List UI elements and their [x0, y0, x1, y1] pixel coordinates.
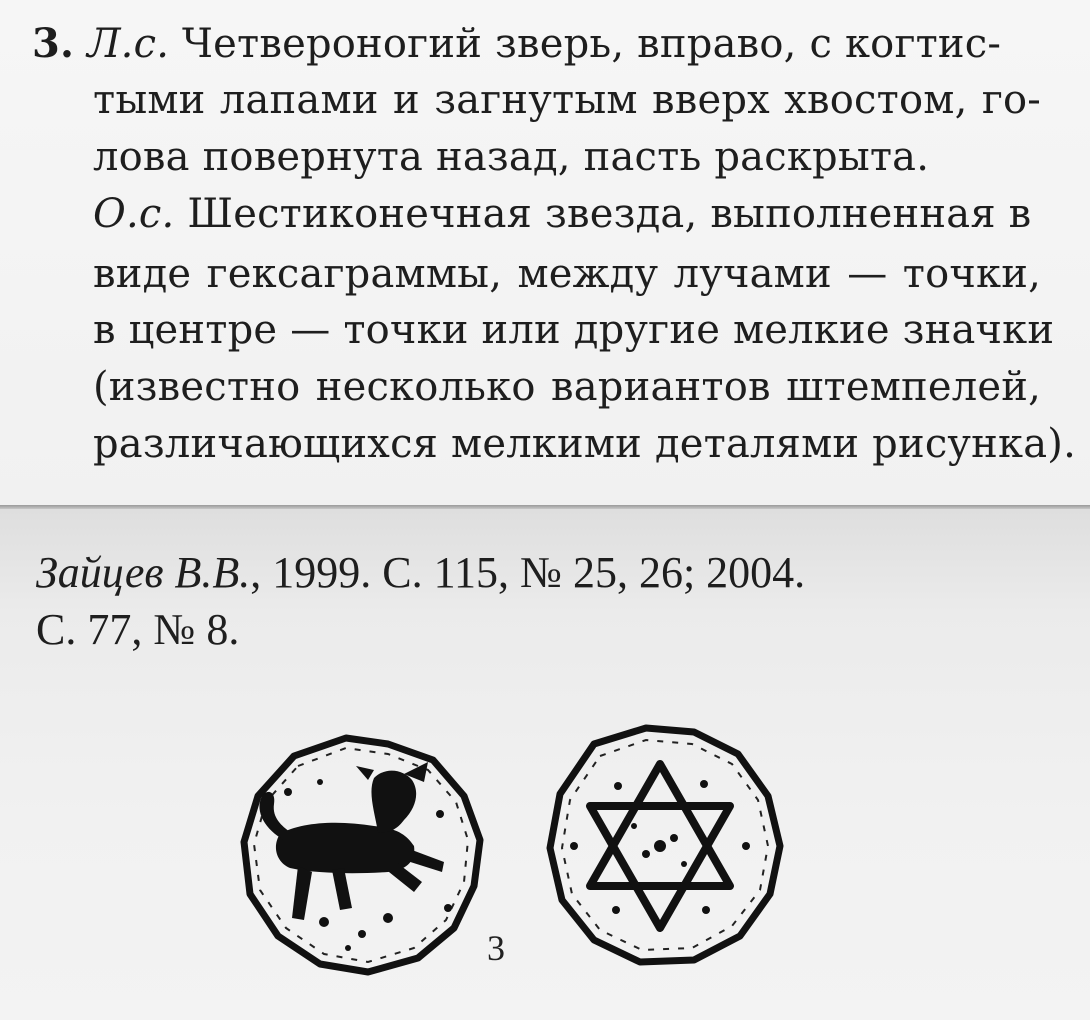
reverse-label: О.с.	[93, 191, 175, 237]
reverse-text-line: виде гексаграммы, между лучами — точки,	[93, 251, 1041, 297]
reverse-text-line: (известно несколько вариантов штемпелей,	[93, 364, 1041, 410]
entry-line-4	[93, 190, 1031, 238]
obverse-text-line: тыми лапами и загнутым вверх хвостом, го-	[93, 77, 1041, 123]
obverse-label: Л.с.	[87, 21, 170, 67]
obverse-text-line: Четвероногий зверь, вправо, с когтис-	[182, 21, 1002, 67]
entry-number: 3.	[32, 20, 75, 67]
entry-line-1	[32, 20, 1001, 68]
coin-reverse-drawing	[534, 714, 786, 976]
figure-number: 3	[487, 928, 505, 968]
reverse-text-line: различающихся мелкими деталями рисунка).	[93, 421, 1076, 467]
obverse-text-line: лова повернута назад, пасть раскрыта.	[93, 134, 930, 180]
coin-obverse-drawing	[228, 722, 490, 984]
reference-line-1	[36, 547, 805, 599]
reference-author: Зайцев В.В.	[36, 548, 251, 597]
catalog-entry-panel	[0, 0, 1090, 506]
reference-citation: , 1999. С. 115, № 25, 26; 2004.	[250, 548, 806, 597]
reverse-text-line: Шестиконечная звезда, выполненная в	[187, 191, 1032, 237]
reverse-text-line: в центре — точки или другие мелкие значки	[93, 307, 1055, 353]
reference-line-2: С. 77, № 8.	[36, 605, 240, 654]
